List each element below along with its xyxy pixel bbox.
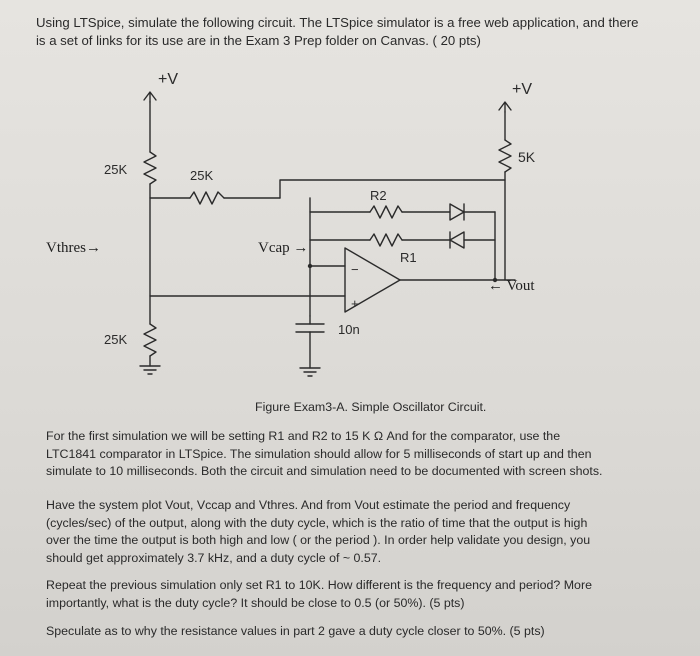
diode-r1 [450,232,464,248]
cap-ground [300,368,320,376]
label-vcap: Vcap → [258,240,309,256]
label-r1: R1 [400,250,417,265]
label-r-bottom-left: 25K [104,332,128,347]
label-comparator-plus: + [351,296,359,311]
p2-line-3: over the time the output is both high and low ( or the period ). In order help validate you design, you [46,533,591,547]
p1-line-2: LTC1841 comparator in LTSpice. The simulation should allow for 5 milliseconds of start up and then [46,446,592,461]
left-supply-arrow [144,92,156,102]
p2-line-2: (cycles/sec) of the output, along with the duty cycle, which is the ratio of time that the output is high [46,515,588,530]
label-comparator-minus: − [351,262,359,277]
paragraph-speculate [46,623,666,641]
intro-text [36,14,676,50]
paragraph-repeat-simulation [46,577,666,612]
left-ground [140,366,160,374]
right-supply-arrow [499,102,511,112]
p3-line-1: Repeat the previous simulation only set R1 to 10K. How different is the frequency and period? More [46,578,592,592]
resistor-r2 [370,206,402,218]
p1-line-3: simulate to 10 milliseconds. Both the circuit and simulation need to be documented with screen shots. [46,464,603,478]
junction-vcap [308,264,312,268]
label-r-middle: 25K [190,168,214,183]
p1-line-1: For the first simulation we will be setting R1 and R2 to 15 K Ω And for the comparator, use the [46,429,561,443]
resistor-r1 [370,234,402,246]
p4-line-1: Speculate as to why the resistance values in part 2 gave a duty cycle closer to 50%. (5 pts) [46,624,545,638]
label-r2: R2 [370,188,387,203]
capacitor-plates [296,324,324,332]
p3-line-2: importantly, what is the duty cycle? It should be close to 0.5 (or 50%). (5 pts) [46,595,465,610]
resistor-right [499,140,511,172]
oscillator-circuit-diagram [40,62,580,397]
diode-r2 [450,204,464,220]
label-capacitor: 10n [338,322,360,337]
figure-caption: Figure Exam3-A. Simple Oscillator Circuit. [255,400,487,414]
top-feedback-wire [280,180,505,198]
label-supply-right: +V [512,81,533,98]
paragraph-plot-instructions [46,497,666,567]
label-vout: ← Vout [488,278,535,294]
resistor-top-left [144,152,156,184]
paragraph-first-simulation [46,428,666,481]
label-r-right: 5K [518,149,536,165]
p2-line-1: Have the system plot Vout, Vccap and Vthres. And from Vout estimate the period and frequency [46,498,571,512]
intro-line-1: Using LTSpice, simulate the following circuit. The LTSpice simulator is a free web application, and there [36,15,639,30]
resistor-bottom-left [144,324,156,356]
label-r-top-left: 25K [104,162,128,177]
intro-line-2: is a set of links for its use are in the Exam 3 Prep folder on Canvas. ( 20 pts) [36,33,481,48]
label-supply-left: +V [158,71,179,88]
resistor-middle [190,192,224,204]
p2-line-4: should get approximately 3.7 kHz, and a duty cycle of ~ 0.57. [46,550,382,565]
label-vthres: Vthres→ [46,240,101,256]
